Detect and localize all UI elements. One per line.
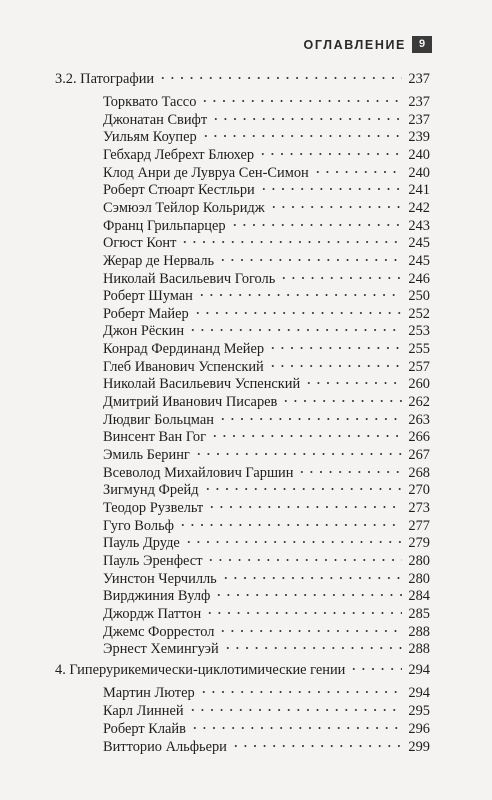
dot-leader: [349, 667, 402, 671]
toc-entry-row: [103, 375, 430, 393]
dot-leader: [211, 117, 402, 121]
toc-entry-row: [103, 287, 430, 305]
toc-entry-title: Гебхард Лебрехт Блюхер: [103, 146, 255, 163]
toc-entry-row: [103, 446, 430, 464]
toc-entry-row: [103, 481, 430, 499]
dot-leader: [205, 611, 402, 615]
toc-page-number: 296: [408, 721, 430, 737]
toc-page-number: 252: [408, 305, 430, 322]
toc-entry-title: Клод Анри де Лувруа Сен-Симон: [103, 164, 309, 181]
toc-entry-title: Всеволод Михайлович Гаршин: [103, 464, 294, 481]
dot-leader: [221, 576, 402, 580]
toc-entry-row: [103, 534, 430, 552]
toc-entry-row: [103, 411, 430, 429]
dot-leader: [218, 258, 402, 262]
toc-page-number: 280: [408, 570, 430, 587]
dot-leader: [194, 452, 402, 456]
toc-entry-row: [103, 234, 430, 252]
toc-page-number: 237: [408, 71, 430, 87]
toc-page-number: 241: [408, 182, 430, 199]
toc-page-number: 253: [408, 323, 430, 340]
toc-page-number: 267: [408, 447, 430, 463]
toc-entry-title: Сэмюэл Тейлор Кольридж: [103, 199, 265, 216]
toc-page-number: 294: [408, 685, 430, 701]
toc-entry-title: Карл Линней: [103, 703, 184, 719]
toc-entry-row: [103, 93, 430, 111]
toc-entry-title: Николай Васильевич Успенский: [103, 376, 301, 393]
toc-page-number: 273: [408, 499, 430, 516]
dot-leader: [203, 487, 402, 491]
toc-page-number: 268: [408, 464, 430, 481]
toc-page-number: 245: [408, 235, 430, 252]
toc-section-row: [55, 70, 430, 88]
toc-page-number: 237: [408, 111, 430, 128]
toc-page-number: 250: [408, 288, 430, 305]
toc-page-number: 260: [408, 376, 430, 393]
dot-leader: [188, 708, 402, 712]
toc-entry-title: Теодор Рузвельт: [103, 499, 204, 516]
toc-entry-row: [103, 358, 430, 376]
dot-leader: [313, 170, 402, 174]
toc-entry-row: [103, 146, 430, 164]
toc-entry-row: [103, 464, 430, 482]
toc-page-number: 288: [408, 623, 430, 640]
toc-entry-row: [103, 270, 430, 288]
dot-leader: [214, 593, 402, 597]
toc-entry-title: Жерар де Нерваль: [103, 252, 215, 269]
dot-leader: [184, 540, 402, 544]
toc-page-number: 237: [408, 94, 430, 110]
dot-leader: [223, 646, 402, 650]
dot-leader: [281, 399, 402, 403]
toc-entry-row: [103, 252, 430, 270]
dot-leader: [207, 505, 402, 509]
toc-entry-title: Николай Васильевич Гоголь: [103, 270, 276, 287]
toc-page-number: 279: [408, 535, 430, 552]
toc-entry-title: Джемс Форрестол: [103, 623, 215, 640]
toc-section-row: [55, 661, 430, 679]
toc-entry-title: Витторио Альфьери: [103, 739, 227, 755]
toc-entry-row: [103, 393, 430, 411]
toc-entry-title: Дмитрий Иванович Писарев: [103, 394, 278, 411]
toc-entry-title: Гуго Вольф: [103, 517, 174, 534]
toc-entry-row: [103, 199, 430, 217]
toc-page-number: 280: [408, 552, 430, 569]
toc-entry-row: [103, 305, 430, 323]
dot-leader: [231, 744, 402, 748]
toc-entry-title: Пауль Эренфест: [103, 552, 203, 569]
dot-leader: [230, 223, 402, 227]
toc-page-number: 270: [408, 482, 430, 499]
toc-section-title: 3.2. Патографии: [55, 71, 155, 87]
toc-entry-row: [103, 738, 430, 756]
toc-page-number: 262: [408, 394, 430, 411]
dot-leader: [268, 346, 402, 350]
toc-entry-row: [103, 428, 430, 446]
toc-entry-title: Джордж Паттон: [103, 605, 202, 622]
toc-entry-row: [103, 720, 430, 738]
toc-entry-title: Пауль Друде: [103, 535, 180, 552]
toc-entry-row: [103, 587, 430, 605]
toc-entry-row: [103, 640, 430, 658]
dot-leader: [180, 240, 402, 244]
toc-page-number: 294: [408, 662, 430, 678]
toc-entry-title: Зигмунд Фрейд: [103, 482, 199, 499]
toc-entry-title: Роберт Клайв: [103, 721, 186, 737]
dot-leader: [190, 726, 402, 730]
toc-entry-row: [103, 499, 430, 517]
dot-leader: [201, 134, 402, 138]
toc-entry-row: [103, 322, 430, 340]
toc-entry-title: Уинстон Черчилль: [103, 570, 217, 587]
dot-leader: [193, 311, 402, 315]
toc-entry-title: Джонатан Свифт: [103, 111, 208, 128]
toc-page-number: 295: [408, 703, 430, 719]
dot-leader: [200, 99, 402, 103]
toc-entry-row: [103, 128, 430, 146]
toc-entry-title: Огюст Конт: [103, 235, 177, 252]
toc-entry-row: [103, 111, 430, 129]
toc-entry-row: [103, 605, 430, 623]
dot-leader: [218, 417, 402, 421]
toc-page-number: 243: [408, 217, 430, 234]
toc-entry-row: [103, 181, 430, 199]
toc-entry-row: [103, 340, 430, 358]
toc-page-number: 242: [408, 199, 430, 216]
toc-entry-title: Роберт Майер: [103, 305, 189, 322]
toc-entry-title: Роберт Шуман: [103, 288, 193, 305]
toc-entry-title: Винсент Ван Гог: [103, 429, 206, 446]
toc-entry-row: [103, 164, 430, 182]
toc-entry-title: Вирджиния Вулф: [103, 588, 211, 605]
toc-page-number: 299: [408, 739, 430, 755]
toc-page-number: 245: [408, 252, 430, 269]
dot-leader: [210, 434, 402, 438]
toc-entry-row: [103, 684, 430, 702]
toc-entry-row: [103, 517, 430, 535]
toc-page-number: 257: [408, 358, 430, 375]
toc-entry-row: [103, 570, 430, 588]
dot-leader: [218, 629, 402, 633]
running-header: [304, 36, 432, 53]
toc-page-number: 277: [408, 517, 430, 534]
toc-entry-title: Людвиг Больцман: [103, 411, 214, 428]
toc-page-number: 255: [408, 341, 430, 358]
running-header-title: ОГЛАВЛЕНИЕ: [303, 37, 406, 52]
dot-leader: [197, 293, 402, 297]
toc-page-number: 240: [408, 146, 430, 163]
dot-leader: [258, 152, 402, 156]
toc-entry-row: [103, 552, 430, 570]
toc-page-number: 284: [408, 588, 430, 605]
dot-leader: [269, 205, 402, 209]
dot-leader: [297, 470, 402, 474]
toc-entry-title: Торквато Тассо: [103, 94, 197, 110]
toc-entry-row: [103, 702, 430, 720]
toc-entry-title: Конрад Фердинанд Мейер: [103, 341, 265, 358]
dot-leader: [206, 558, 402, 562]
toc-page-number: 266: [408, 429, 430, 446]
toc-entry-title: Франц Грильпарцер: [103, 217, 226, 234]
toc-section-title: 4. Гиперурикемически-циклотимические гении: [55, 662, 346, 678]
dot-leader: [279, 276, 402, 280]
toc-entry-title: Джон Рёскин: [103, 323, 185, 340]
dot-leader: [268, 364, 402, 368]
toc-page-number: 285: [408, 605, 430, 622]
toc-entry-title: Мартин Лютер: [103, 685, 195, 701]
dot-leader: [158, 76, 402, 80]
page-number-badge: 9: [412, 36, 432, 53]
toc-entry-title: Глеб Иванович Успенский: [103, 358, 264, 375]
toc-entry-row: [103, 623, 430, 641]
toc-page-number: 263: [408, 411, 430, 428]
toc-page-number: 246: [408, 270, 430, 287]
toc-page-number: 240: [408, 164, 430, 181]
toc-page-number: 288: [408, 641, 430, 658]
dot-leader: [188, 328, 402, 332]
dot-leader: [178, 523, 402, 527]
toc-entry-title: Эмиль Беринг: [103, 447, 190, 463]
toc-entry-row: [103, 217, 430, 235]
toc-entry-title: Уильям Коупер: [103, 129, 197, 146]
toc-entry-title: Роберт Стюарт Кестльри: [103, 182, 255, 199]
toc-page-number: 239: [408, 129, 430, 146]
dot-leader: [199, 690, 402, 694]
dot-leader: [259, 187, 402, 191]
toc-entry-title: Эрнест Хемингуэй: [103, 641, 219, 658]
dot-leader: [304, 381, 402, 385]
